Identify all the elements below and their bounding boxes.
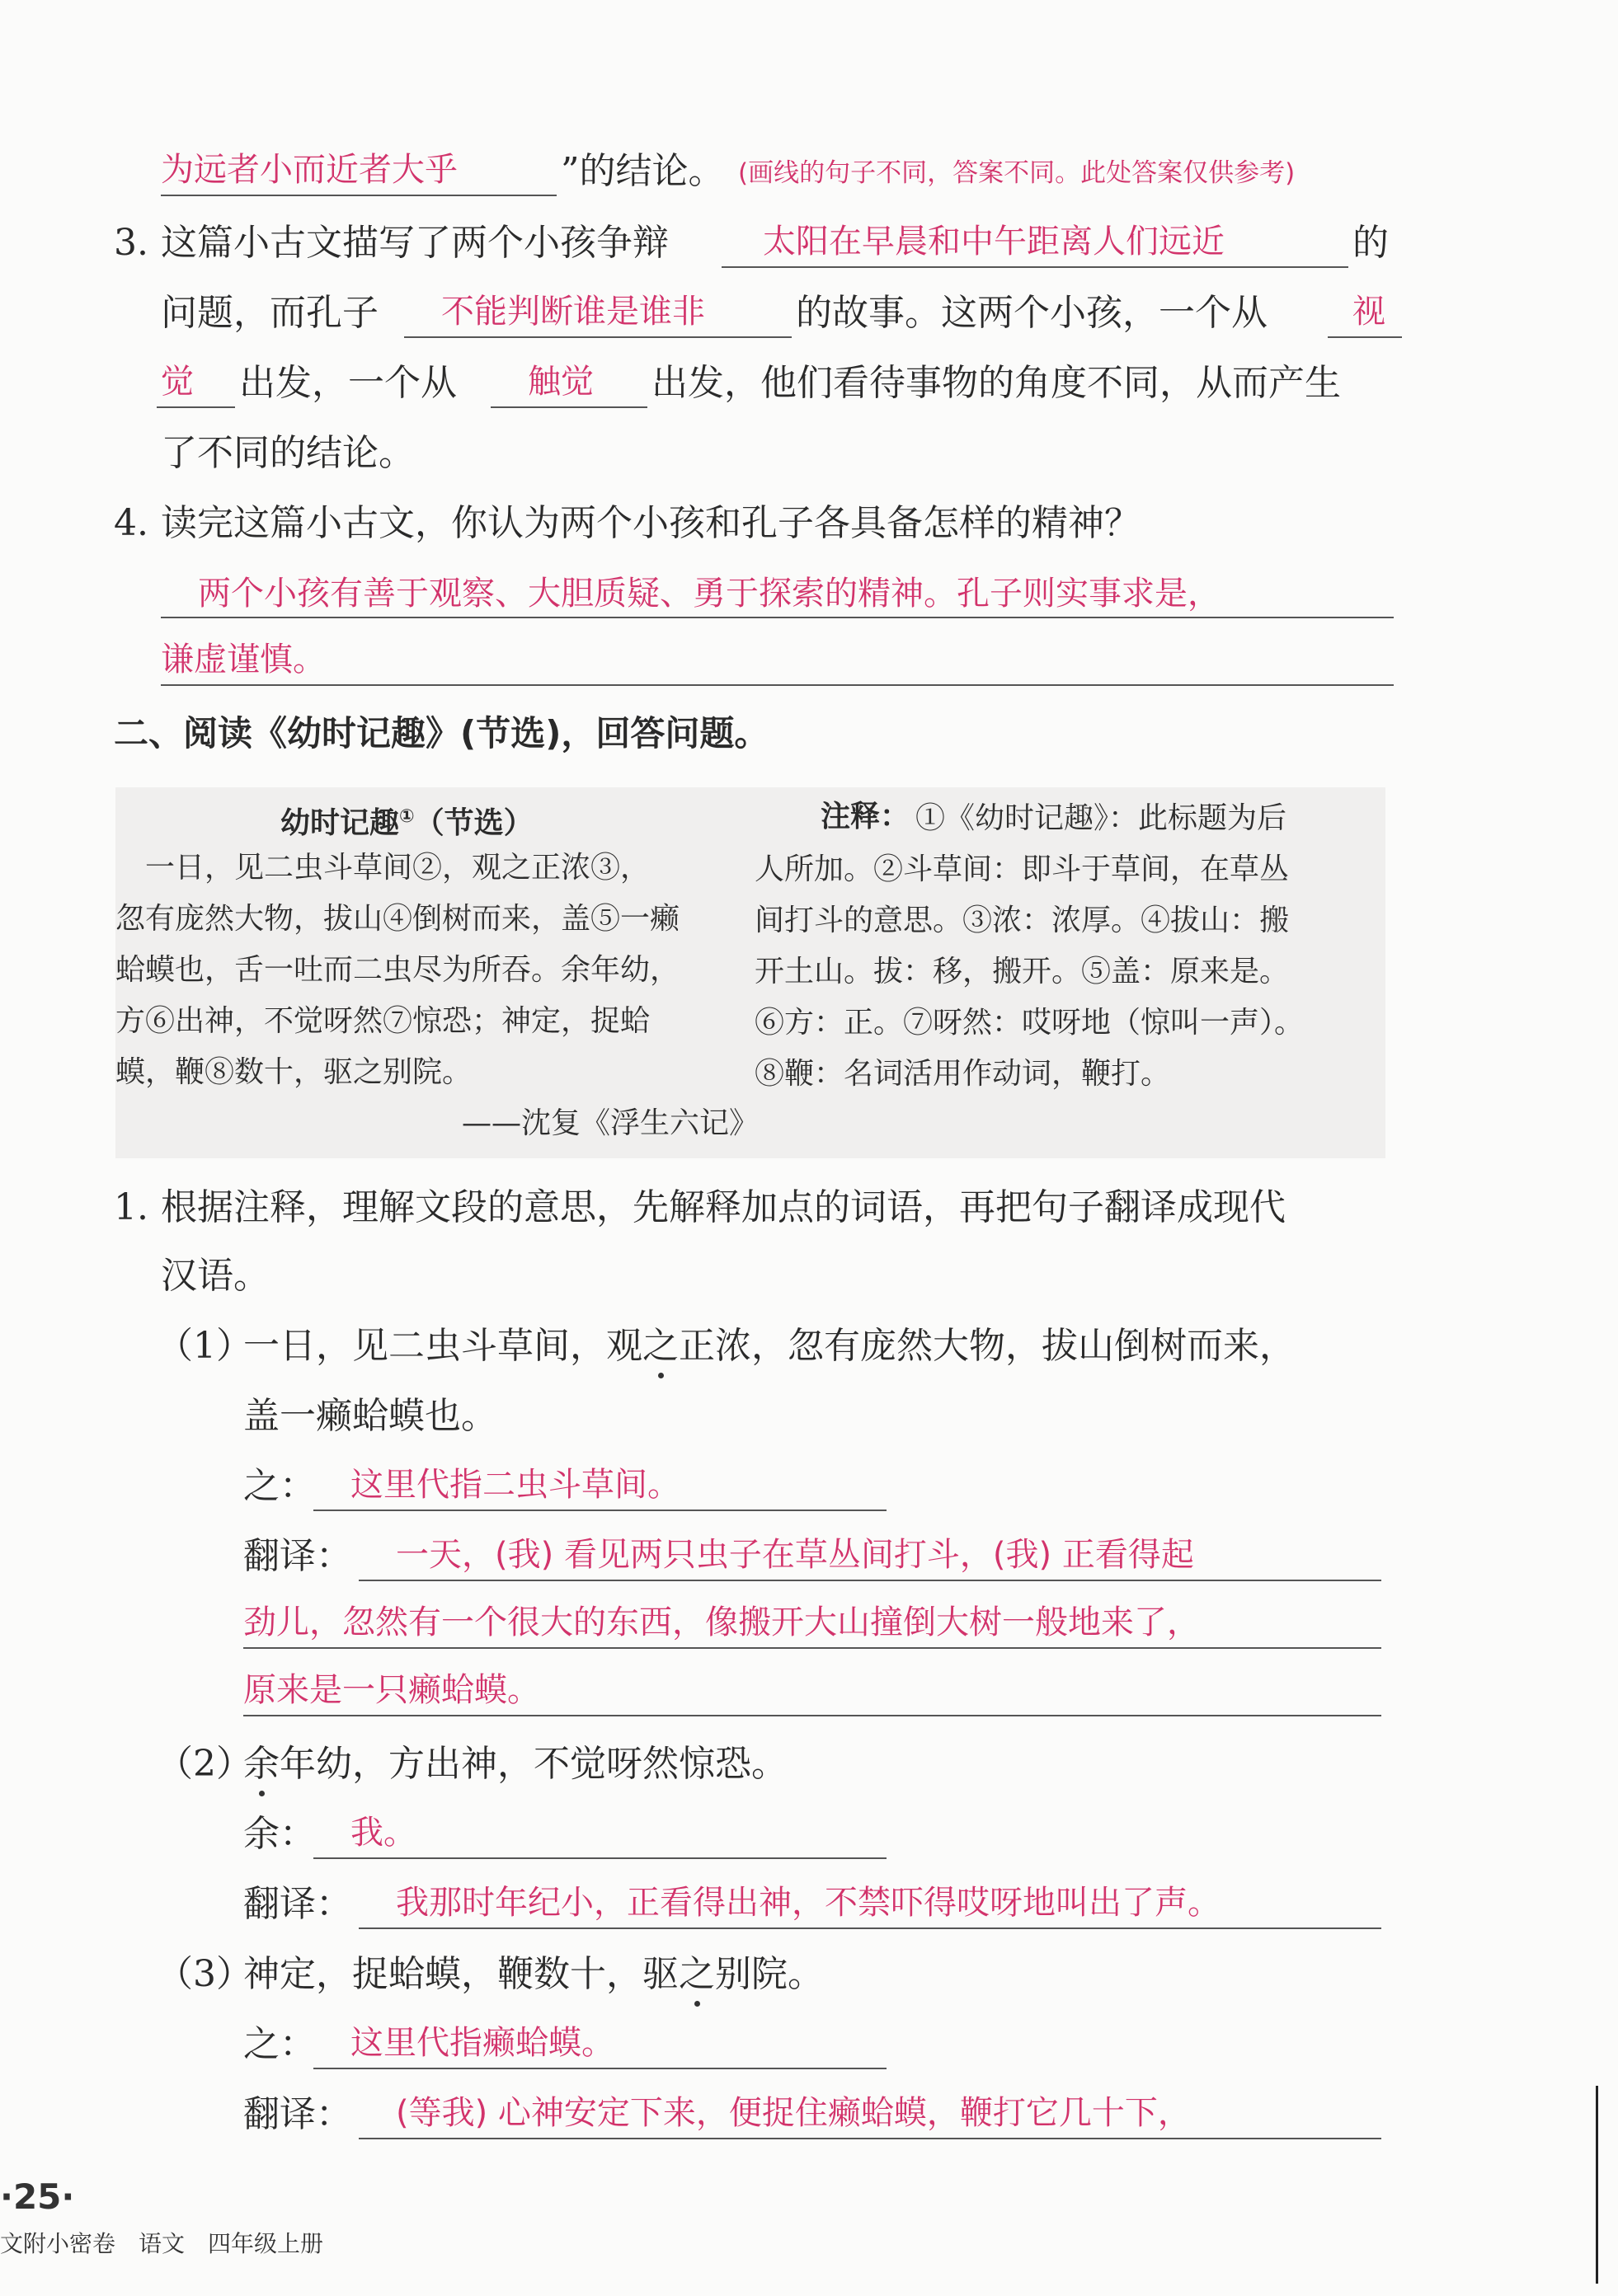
dotted-word: 余 (243, 1743, 280, 1785)
s2-sentence: 余年幼，方出神，不觉呀然惊恐。 (243, 1743, 788, 1785)
passage-line-1: 一日，见二虫斗草间②，观之正浓③， (115, 851, 651, 885)
s3-word-answer: 这里代指癞蛤蟆。 (350, 2024, 614, 2062)
q1-line2: 汉语。 (161, 1255, 270, 1297)
s2-word-label: 余： (243, 1813, 316, 1855)
q4-underline2 (161, 684, 1394, 686)
notes-line-1: ①《幼时记趣》：此标题为后 (915, 801, 1287, 835)
s3-trans-label: 翻译： (243, 2093, 352, 2135)
q1-line1: 根据注释，理解文段的意思，先解释加点的词语，再把句子翻译成现代 (161, 1186, 1286, 1228)
q3-answer4: 触觉 (528, 363, 594, 401)
notes-label: 注释： (821, 800, 910, 833)
notes-line-4: 开土山。拔：移，搬开。⑤盖：原来是。 (755, 955, 1290, 988)
s2-word-answer: 我。 (350, 1814, 416, 1852)
s1-trans-underline3 (243, 1715, 1381, 1716)
s1-trans-underline2 (243, 1647, 1381, 1649)
s2-number: （2） (157, 1743, 252, 1785)
book-title: 文附小密卷 语文 四年级上册 (0, 2230, 324, 2257)
q4-answer-line2: 谦虚谨慎。 (161, 641, 326, 678)
notes-line-5: ⑥方：正。⑦呀然：哎呀地（惊叫一声）。 (755, 1006, 1305, 1040)
s3-trans-line1: (等我) 心神安定下来，便捉住癞蛤蟆，鞭打它几十下， (396, 2094, 1191, 2132)
s2-trans-label: 翻译： (243, 1883, 352, 1925)
s1-trans-label: 翻译： (243, 1535, 352, 1577)
q3-answer3b: 觉 (161, 363, 194, 401)
s2-trans-underline1 (359, 1927, 1381, 1929)
passage-title: 幼时记趣①（节选） (280, 806, 534, 840)
notes-line-3: 间打斗的意思。③浓：浓厚。④拔山：搬 (755, 904, 1290, 937)
q4-underline1 (161, 617, 1394, 618)
q3-underline3b (157, 406, 235, 408)
q3-underline3a (1328, 336, 1402, 338)
q3-answer3a: 视 (1352, 293, 1385, 331)
answer-q2-end: 为远者小而近者大乎 (161, 151, 458, 189)
s1-sentence: 一日，见二虫斗草间，观之正浓，忽有庞然大物，拔山倒树而来， (243, 1325, 1296, 1367)
s3-sentence: 神定，捉蛤蟆，鞭数十，驱之别院。 (243, 1953, 824, 1995)
q3-underline4 (491, 406, 647, 408)
s3-word-label: 之： (243, 2023, 316, 2065)
answer-note: (画线的句子不同，答案不同。此处答案仅供参考) (738, 158, 1296, 188)
q4-answer-line1: 两个小孩有善于观察、大胆质疑、勇于探索的精神。孔子则实事求是， (198, 575, 1221, 613)
q2-end-text: ”的结论。 (561, 150, 725, 192)
s3-trans-underline1 (359, 2138, 1381, 2139)
s2-trans-line1: 我那时年纪小，正看得出神，不禁吓得哎呀地叫出了声。 (396, 1884, 1221, 1922)
q3-answer2: 不能判断谁是谁非 (441, 293, 705, 331)
q4-number: 4. (114, 502, 148, 544)
s1-number: （1） (157, 1325, 252, 1367)
q3-answer1: 太阳在早晨和中午距离人们远近 (763, 223, 1225, 261)
s1-trans-underline1 (359, 1580, 1381, 1581)
q3-line3-text: 出发，一个从 (239, 362, 457, 404)
q3-line4: 了不同的结论。 (161, 432, 415, 474)
q3-line3-end: 出发，他们看待事物的角度不同，从而产生 (651, 362, 1341, 404)
s1-sentence-line2: 盖一癞蛤蟆也。 (243, 1395, 497, 1437)
s1-trans-line1: 一天，(我) 看见两只虫子在草丛间打斗，(我) 正看得起 (396, 1536, 1194, 1574)
q3-line1-end: 的 (1352, 222, 1389, 264)
q3-line2-mid: 的故事。这两个小孩，一个从 (796, 292, 1268, 334)
passage-line-5: 蟆，鞭⑧数十，驱之别院。 (115, 1055, 473, 1089)
s3-word-underline (313, 2068, 887, 2069)
passage-line-3: 蛤蟆也，舌一吐而二虫尽为所吞。余年幼， (115, 953, 680, 987)
q3-number: 3. (114, 222, 148, 264)
s1-word-answer: 这里代指二虫斗草间。 (350, 1466, 680, 1504)
notes-line-2: 人所加。②斗草间：即斗于草间，在草丛 (755, 852, 1290, 886)
q3-line1-text: 这篇小古文描写了两个小孩争辩 (161, 222, 669, 264)
s1-trans-line3: 原来是一只癞蛤蟆。 (243, 1671, 540, 1709)
q4-question: 读完这篇小古文，你认为两个小孩和孔子各具备怎样的精神？ (161, 502, 1141, 544)
passage-line-4: 方⑥出神，不觉呀然⑦惊恐；神定，捉蛤 (115, 1004, 651, 1038)
passage-line-2: 忽有庞然大物，拔山④倒树而来，盖⑤一癞 (115, 902, 680, 936)
dotted-word: 之 (679, 1953, 715, 1995)
q3-line2-text: 问题，而孔子 (161, 292, 379, 334)
page-edge-line (1596, 2086, 1598, 2284)
s3-number: （3） (157, 1953, 252, 1995)
page-number: ·25· (0, 2176, 75, 2217)
q1-number: 1. (114, 1186, 148, 1228)
s1-word-underline (313, 1510, 887, 1511)
q3-underline1 (722, 266, 1348, 268)
s1-trans-line2: 劲儿，忽然有一个很大的东西，像搬开大山撞倒大树一般地来了， (243, 1603, 1200, 1641)
notes-line-6: ⑧鞭：名词活用作动词，鞭打。 (755, 1057, 1171, 1091)
s1-word-label: 之： (243, 1465, 316, 1507)
answer-underline (161, 195, 557, 196)
s2-word-underline (313, 1857, 887, 1859)
section2-title: 二、阅读《幼时记趣》(节选)，回答问题。 (114, 713, 769, 754)
dotted-word: 之 (642, 1325, 679, 1367)
passage-source: ——沈复《浮生六记》 (462, 1106, 760, 1140)
q3-underline2 (404, 336, 792, 338)
